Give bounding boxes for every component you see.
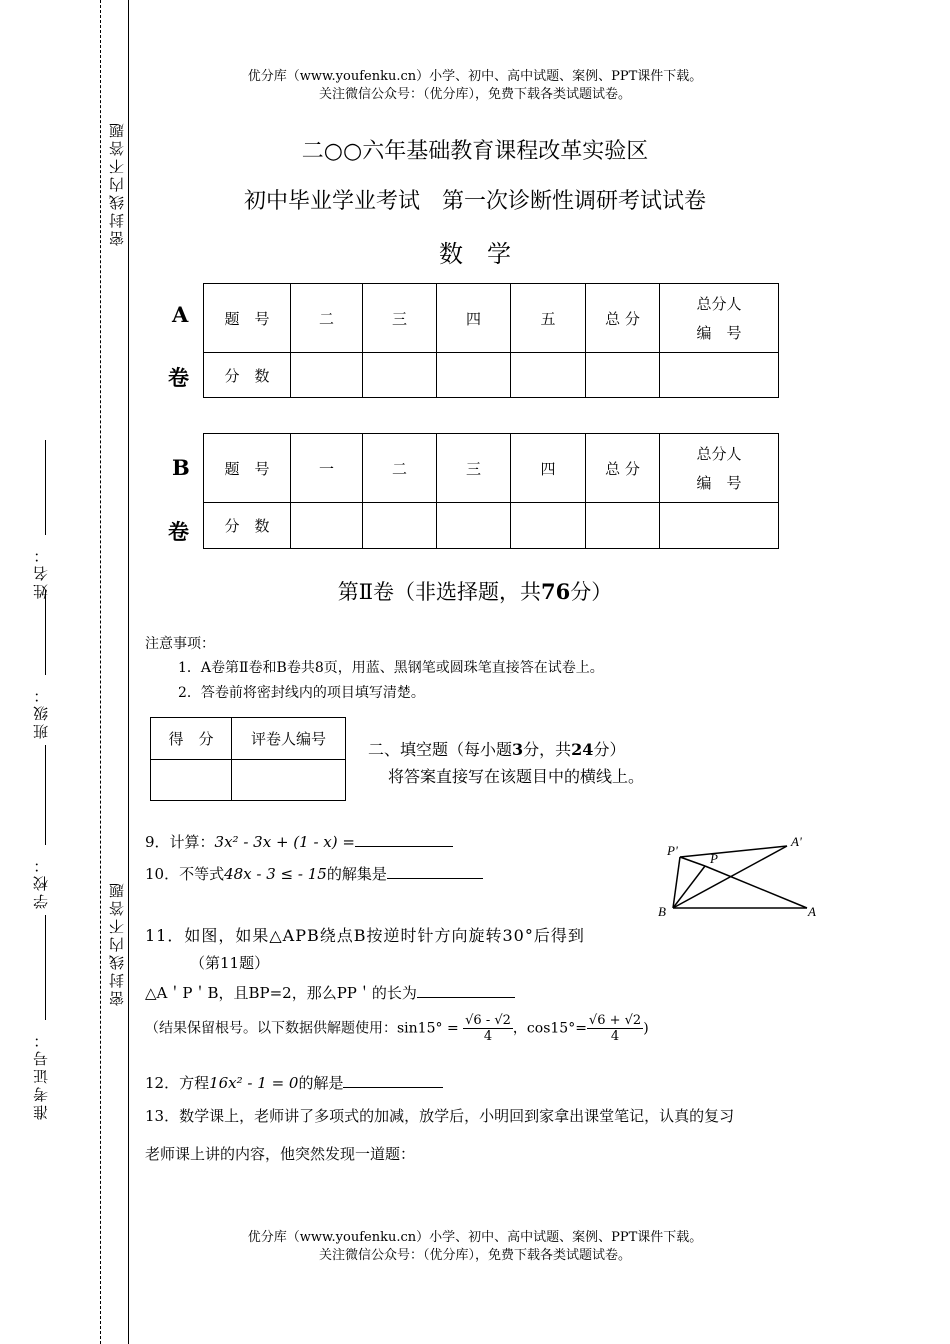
- q9-expr: 3x² - 3x + (1 - x) =: [214, 833, 355, 851]
- q12-tail: 的解是: [298, 1074, 344, 1092]
- name-field[interactable]: [45, 440, 46, 535]
- fig-label-a: A: [808, 904, 816, 919]
- part2-title-post: 分）: [593, 740, 626, 759]
- subject-title: 数 学: [439, 240, 511, 268]
- figure-q11: [655, 830, 825, 922]
- table-a-header-cell: 总 分: [586, 284, 660, 353]
- question-10: [145, 863, 483, 884]
- exam-title-line-2: 初中毕业学业考试 第一次诊断性调研考试试卷: [243, 189, 706, 214]
- section-title-post: 分）: [570, 580, 613, 604]
- table-a-label-top: A: [172, 302, 189, 327]
- table-b-label-bottom: 卷: [168, 519, 189, 544]
- table-b-score-label: 分 数: [204, 503, 291, 549]
- table-b-header-cell: 四: [511, 434, 586, 503]
- question-12: [145, 1072, 443, 1093]
- q11-line-1: 11．如图，如果△APB绕点B按逆时针方向旋转30°后得到: [145, 926, 585, 945]
- part2-title-pre: 二、填空题（每小题: [368, 740, 513, 759]
- table-a-header-cell: 题 号: [204, 284, 291, 353]
- table-b-score-cell[interactable]: [291, 503, 363, 549]
- table-b-score-cell[interactable]: [660, 503, 779, 549]
- table-a-header-cell: 二: [291, 284, 363, 353]
- table-b-label-top: B: [172, 455, 190, 480]
- name-label: 姓名：: [32, 545, 50, 599]
- table-a-score-cell[interactable]: [291, 353, 363, 398]
- table-b-header-cell: 三: [437, 434, 511, 503]
- fig-label-b: B: [658, 904, 666, 919]
- header-line-1: 优分库（www.youfenku.cn）小学、初中、高中试题、案例、PPT课件下载。: [247, 69, 703, 84]
- q11-hint-pre: （结果保留根号。以下数据供解题使用：sin15° =: [145, 1020, 459, 1037]
- exam-title-line-1: 二○○六年基础教育课程改革实验区: [301, 139, 649, 164]
- fig-label-p: P: [710, 851, 718, 866]
- table-b-scorer-line-2: 编 号: [696, 474, 742, 492]
- table-b-header-cell: 二: [363, 434, 437, 503]
- table-a-scorer-line-1: 总分人: [696, 295, 742, 313]
- exam-id-label: 准考证号：: [32, 1030, 50, 1120]
- sin15-denominator: 4: [483, 1029, 493, 1044]
- table-b-score-cell[interactable]: [363, 503, 437, 549]
- part2-title-mid: 分，共: [523, 740, 572, 759]
- table-a-scorer-cell: [660, 284, 779, 353]
- seal-warning-top: 密封线内不答题: [108, 120, 126, 246]
- q11-figure-caption: （第11题）: [190, 954, 270, 972]
- grader-score-cell[interactable]: [151, 760, 232, 801]
- fig-label-p-prime: P': [667, 843, 678, 858]
- table-a-header-cell: 五: [511, 284, 586, 353]
- fig-label-a-prime: A': [791, 834, 802, 849]
- section-title-pre: 第Ⅱ卷（非选择题，共: [337, 580, 542, 604]
- q10-lead: 10．不等式: [145, 865, 225, 883]
- q11-hint-mid: ，cos15°=: [512, 1020, 587, 1037]
- q10-expr: 48x - 3 ≤ - 15: [224, 865, 327, 883]
- grader-id-label: 评卷人编号: [232, 718, 346, 760]
- table-a-score-cell[interactable]: [586, 353, 660, 398]
- part2-total: 24: [571, 740, 594, 759]
- notes-heading: 注意事项：: [145, 636, 215, 652]
- footer-line-2: 关注微信公众号：（优分库），免费下载各类试题试卷。: [318, 1248, 631, 1263]
- cos15-fraction: [587, 1013, 643, 1044]
- q11-line-2-text: △A＇P＇B，且BP=2，那么PP＇的长为: [145, 984, 417, 1002]
- class-label: 班级：: [32, 685, 50, 739]
- cos15-denominator: 4: [610, 1029, 620, 1044]
- q11-hint-post: ): [643, 1020, 649, 1037]
- fig-segment-pa: [705, 866, 807, 908]
- q13-line-1: 13．数学课上，老师讲了多项式的加减，放学后，小明回到家拿出课堂笔记，认真的复习: [145, 1107, 735, 1125]
- table-b-header-cell: 一: [291, 434, 363, 503]
- table-a-label-bottom: 卷: [168, 365, 189, 390]
- q9-lead: 9．计算：: [145, 833, 215, 851]
- q12-lead: 12．方程: [145, 1074, 210, 1092]
- table-a-header-cell: 四: [437, 284, 511, 353]
- table-b-header-cell: 题 号: [204, 434, 291, 503]
- sin15-fraction: [463, 1013, 513, 1044]
- fig-segment-pp-prime: [680, 857, 705, 866]
- q12-answer-blank[interactable]: [343, 1073, 443, 1088]
- grader-score-label: 得 分: [151, 718, 232, 760]
- sin15-numerator: √6 - √2: [465, 1013, 511, 1028]
- table-b-header-cell: 总 分: [586, 434, 660, 503]
- q11-hint: [145, 1013, 649, 1044]
- table-a-score-cell[interactable]: [437, 353, 511, 398]
- part2-instruction: 将答案直接写在该题目中的横线上。: [388, 767, 645, 786]
- table-a-scorer-line-2: 编 号: [696, 324, 742, 342]
- exam-id-field[interactable]: [45, 915, 46, 1020]
- q11-answer-blank[interactable]: [417, 983, 515, 998]
- footer-line-1: 优分库（www.youfenku.cn）小学、初中、高中试题、案例、PPT课件下载。: [247, 1230, 703, 1245]
- question-9: [145, 831, 453, 852]
- q10-tail: 的解集是: [326, 865, 387, 883]
- q11-line-2: [145, 982, 515, 1003]
- notes-item-2: 2．答卷前将密封线内的项目填写清楚。: [178, 685, 425, 701]
- notes-item-1: 1．A卷第Ⅱ卷和B卷共8页，用蓝、黑钢笔或圆珠笔直接答在试卷上。: [178, 660, 604, 676]
- table-a-score-label: 分 数: [204, 353, 291, 398]
- school-label: 学校：: [32, 855, 50, 909]
- table-a-header-cell: 三: [363, 284, 437, 353]
- score-table-b: [203, 433, 779, 549]
- table-a-score-cell[interactable]: [660, 353, 779, 398]
- table-b-score-cell[interactable]: [586, 503, 660, 549]
- table-b-score-cell[interactable]: [511, 503, 586, 549]
- table-a-score-cell[interactable]: [363, 353, 437, 398]
- seal-warning-bottom: 密封线内不答题: [108, 880, 126, 1006]
- q13-line-2: 老师课上讲的内容，他突然发现一道题：: [145, 1145, 416, 1163]
- school-field[interactable]: [45, 745, 46, 845]
- q12-expr: 16x² - 1 = 0: [209, 1074, 299, 1092]
- part2-title: [368, 737, 625, 760]
- grader-box: [150, 717, 346, 801]
- q9-answer-blank[interactable]: [355, 832, 453, 847]
- q10-answer-blank[interactable]: [387, 864, 483, 879]
- cos15-numerator: √6 + √2: [588, 1013, 642, 1028]
- score-table-a: [203, 283, 779, 398]
- header-line-2: 关注微信公众号：（优分库），免费下载各类试题试卷。: [318, 87, 631, 102]
- table-b-scorer-cell: [660, 434, 779, 503]
- section-title-num: 76: [541, 579, 571, 604]
- table-a-score-cell[interactable]: [511, 353, 586, 398]
- part2-pts: 3: [512, 740, 524, 759]
- grader-id-cell[interactable]: [232, 760, 346, 801]
- section-title: [0, 576, 950, 606]
- table-b-score-cell[interactable]: [437, 503, 511, 549]
- table-b-scorer-line-1: 总分人: [696, 445, 742, 463]
